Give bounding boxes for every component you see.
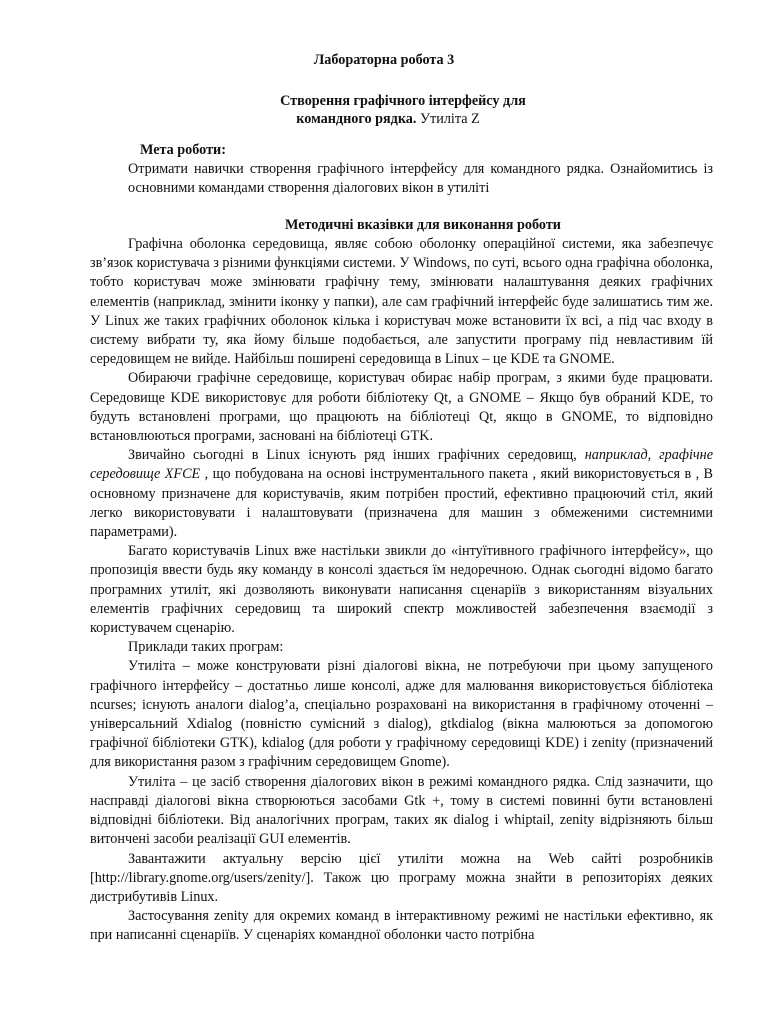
paragraph-6: Утиліта – може конструювати різні діалогові вікна, не потребуючи при цьому запущеного графічного інтерфейсу – достатньо лише консолі, адже для малювання використовується бібліотека ncurses; існують аналоги dialog’a, спеціально розраховані на використання в графічному оточенні – універсальний Xdialog (повністю сумісний з dialog), gtkdialog (вікна малюються за допомогою графічної бібліотеки GTK), kdialog (для роботи у графічному середовищі KDE) і zenity (призначений для використання разом з графічним середовищем Gnome). bbox=[90, 658, 713, 771]
paragraph-2: Обираючи графічне середовище, користувач обирає набір програм, з якими буде працювати. Середовище KDE використовує для роботи бібліотеку Qt, а GNOME – Якщо був обраний KDE, то будуть встановлені програми, що працюють на бібліотеці Qt, якщо в GNOME, то відповідно встановлюються програми, засновані на бібліотеці GTK. bbox=[90, 370, 713, 445]
page-title: Лабораторна робота 3 bbox=[313, 52, 455, 68]
paragraph-1: Графічна оболонка середовища, являє собою оболонку операційної системи, яка забезпечує зв’язок користувача з різними функціями системи. У Windows, по суті, всього одна графічна оболонка, тобто користувач може змінювати графічну тему, змінювати налаштування деяких графічних елементів (наприклад, змінити іконку у папки), але сам графічний інтерфейс буде залишатись тим же. У Linux же таких графічних оболонок кілька і користувач може встановити їх всі, а під час входу в систему вибрати ту, яка йому більше подобається, але запустити програму під невластивим їй середовищем не вийде. Найбільш поширені середовища в Linux – це KDE та GNOME. bbox=[90, 236, 713, 368]
subtitle-line-1: Створення графічного інтерфейсу для bbox=[280, 93, 526, 109]
goal-text: Отримати навички створення графічного інтерфейсу для командного рядка. Ознайомитись із основними командами створення діалогових вікон в утиліті bbox=[128, 161, 713, 197]
subtitle-line-2-normal: Утиліта Z bbox=[416, 111, 480, 127]
paragraph-3-italic: наприклад, графічне середовище XFCE , bbox=[90, 447, 713, 483]
subtitle-line-2-bold: командного рядка. bbox=[296, 111, 417, 127]
paragraph-8: Завантажити актуальну версію цієї утиліти можна на Web сайті розробників [http://library.gnome.org/users/zenity/]. Також цю програму можна знайти в репозиторіях деяких дистрибутивів Linux. bbox=[90, 850, 713, 905]
paragraph-7: Утиліта – це засіб створення діалогових вікон в режимі командного рядка. Слід зазначити, що насправді діалогові вікна створюються засобами Gtk +, тому в системі повинні бути встановлені відповідні бібліотеки. Від аналогічних програм, таких як dialog і whiptail, zenity відрізняють більш витончені засоби реалізації GUI елементів. bbox=[90, 773, 713, 848]
goal-heading: Мета роботи: bbox=[140, 142, 226, 158]
paragraph-3-start: Звичайно сьогодні в Linux існують ряд інших графічних середовищ, bbox=[128, 447, 585, 464]
paragraph-3-end: що побудована на основі інструментального пакета , який використовується в , В основному призначене для користувачів, яким потрібен простий, ефективно працюючий стіл, який легко використовувати і налаштовувати (призначена для машин з обмеженими системними параметрами). bbox=[90, 466, 713, 541]
subtitle-line-2 bbox=[0, 110, 768, 129]
section-heading: Методичні вказівки для виконання роботи bbox=[285, 217, 561, 233]
document-body bbox=[90, 235, 713, 946]
paragraph-3 bbox=[90, 446, 713, 542]
paragraph-5: Приклади таких програм: bbox=[128, 639, 284, 656]
paragraph-9: Застосування zenity для окремих команд в інтерактивному режимі не настільки ефективно, як при написанні сценаріїв. У сценаріях командної оболонки часто потрібна bbox=[90, 908, 713, 944]
paragraph-4: Багато користувачів Linux вже настільки звикли до «інтуїтивного графічного інтерфейсу», що пропозиція ввести будь яку команду в консолі здається їм недоречною. Однак сьогодні відомо багато програмних утиліт, які дозволяють виконувати написання сценаріїв з використанням візуальних елементів графічних середовищ та широкий спектр можливостей забезпечення взаємодії з користувачем сценарію. bbox=[90, 543, 713, 637]
